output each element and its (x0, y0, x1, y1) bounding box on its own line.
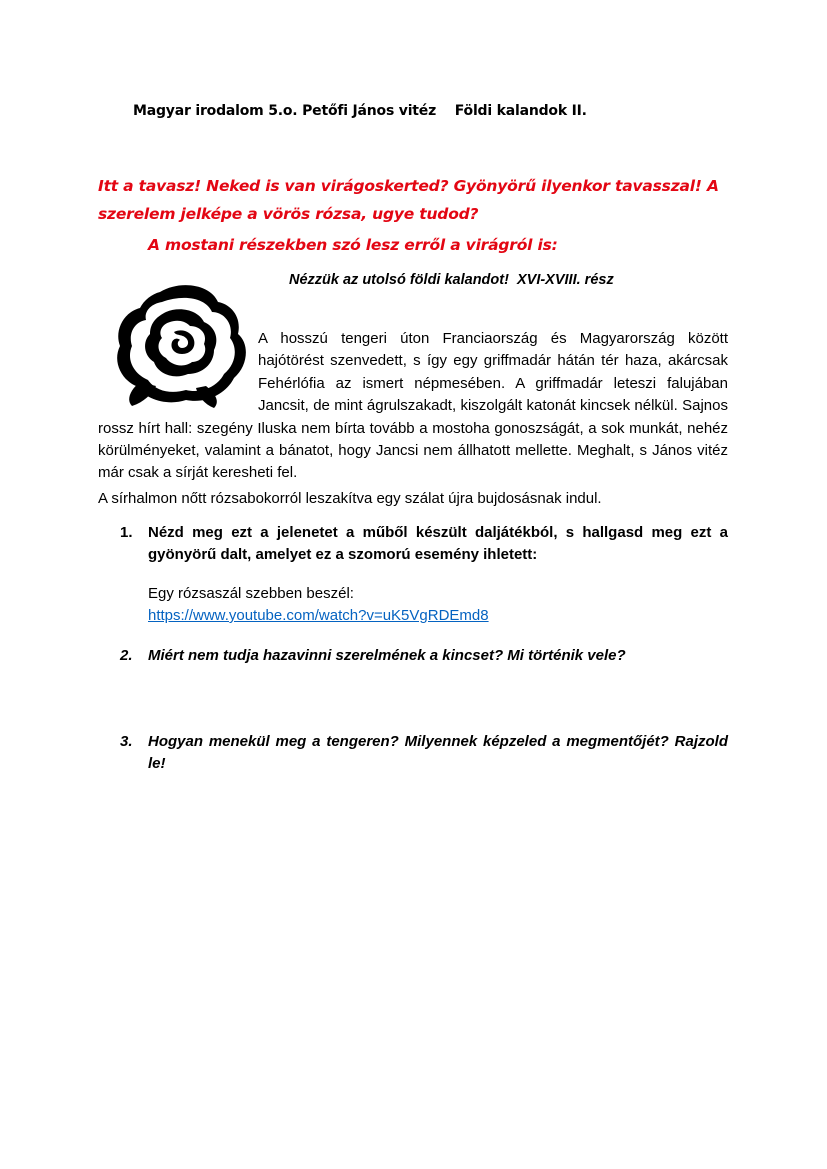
rose-spacer (98, 328, 258, 408)
story-text: A hosszú tengeri úton Franciaország és Magyarország között hajótörést szenvedett, s így egy griffmadár hátán tér haza, akárcsak Fehérlófia az ismert népmesében. A griffmadár leteszi falujában Jancsit, de mint ágrulszakadt, kiszolgált katonát kincsek nélkül. Sajnos rossz hírt hall: szegény Iluska nem bírta tovább a mostoha gonoszságát, a sok munkát, nehéz körülményeket, valamint a bánatot, hogy Jancsi nem állhatott mellette. Meghalt, s János vitéz már csak a sírját keresheti fel. (98, 330, 728, 482)
song-block (148, 583, 489, 627)
story-paragraph (98, 328, 728, 485)
question-2 (120, 645, 728, 667)
question-1 (120, 522, 728, 567)
after-text: A sírhalmon nőtt rózsabokorról leszakítva egy szálat újra bujdosásnak indul. (98, 490, 602, 507)
part-title: Nézzük az utolsó földi kalandot! XVI-XVIII. rész (289, 272, 614, 288)
intro-subtext: A mostani részekben szó lesz erről a virágról is: (148, 236, 558, 254)
question-text: Hogyan menekül meg a tengeren? Milyennek képzeled a megmentőjét? Rajzold le! (148, 733, 728, 773)
song-link[interactable]: https://www.youtube.com/watch?v=uK5VgRDEmd8 (148, 607, 489, 624)
song-title: Egy rózsaszál szebben beszél: (148, 585, 354, 602)
page-header: Magyar irodalom 5.o. Petőfi János vitéz Földi kalandok II. (133, 103, 587, 119)
question-number: 1. (120, 524, 133, 541)
question-text: Miért nem tudja hazavinni szerelmének a kincset? Mi történik vele? (148, 647, 626, 664)
question-number: 3. (120, 733, 133, 750)
intro-text: Itt a tavasz! Neked is van virágoskerted? Gyönyörű ilyenkor tavasszal! A szerelem jelképe a vörös rózsa, ugye tudod? (98, 177, 719, 223)
question-number: 2. (120, 647, 133, 664)
question-3 (120, 731, 728, 776)
question-text: Nézd meg ezt a jelenetet a műből készült daljátékból, s hallgasd meg ezt a gyönyörű dalt, amelyet ez a szomorú esemény ihletett: (148, 524, 728, 564)
